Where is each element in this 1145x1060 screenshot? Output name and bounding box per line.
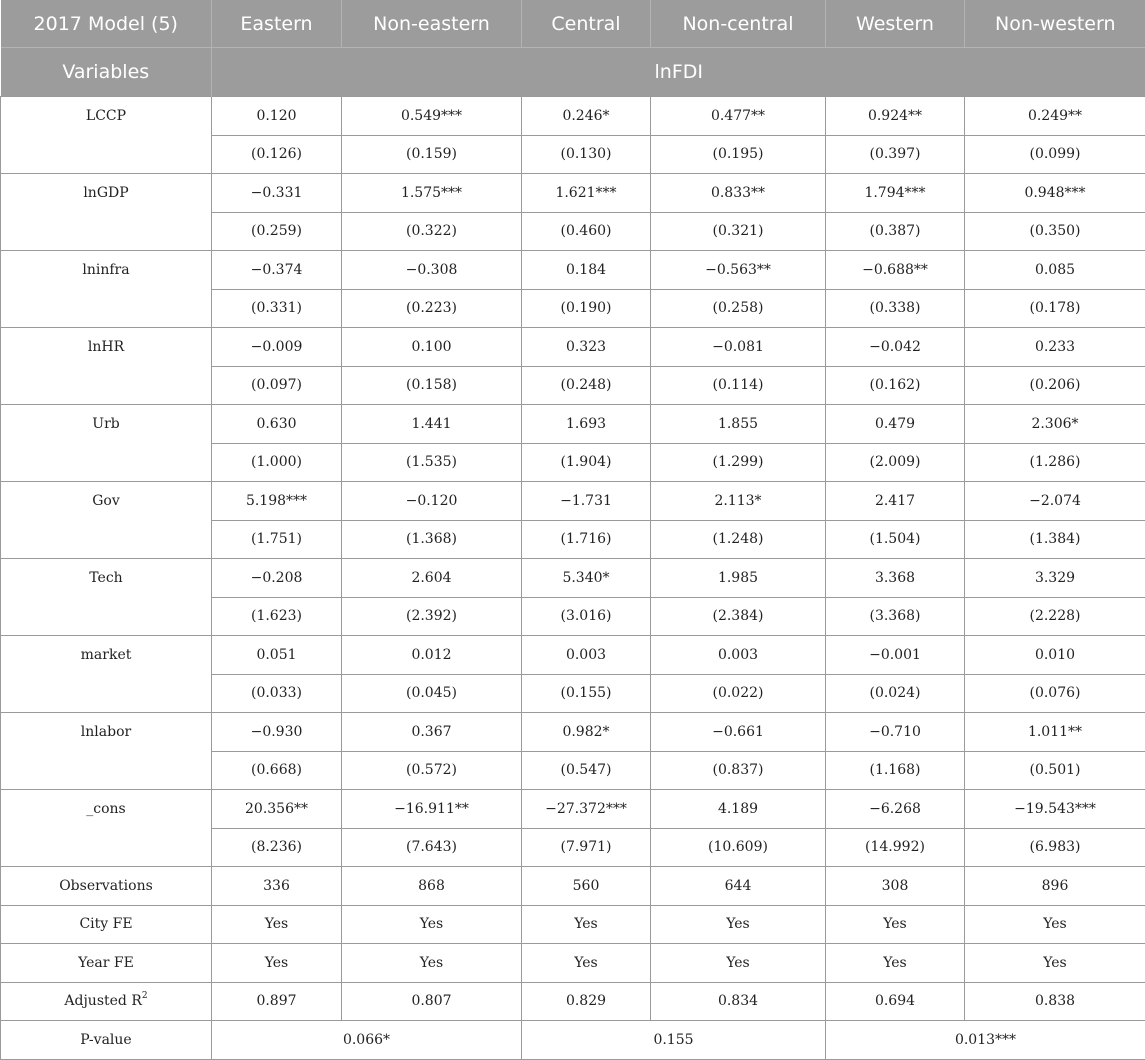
- coefficient-row: [1, 174, 1145, 213]
- stat-row-adj-r2: [1, 982, 1145, 1021]
- standard-error-cell: (2.228): [965, 597, 1145, 636]
- standard-error-cell: (1.504): [826, 520, 965, 559]
- stat-label: [1, 905, 212, 944]
- variable-name: Gov: [1, 482, 212, 559]
- standard-error-cell: (7.643): [342, 828, 522, 867]
- stat-label-text: Observations: [59, 878, 153, 894]
- coefficient-row: [1, 328, 1145, 367]
- stat-cell: 308: [826, 867, 965, 906]
- coefficient-cell: −0.331: [212, 174, 342, 213]
- coefficient-row: [1, 251, 1145, 290]
- standard-error-cell: (0.248): [522, 366, 651, 405]
- stat-cell: Yes: [651, 944, 826, 983]
- standard-error-cell: (0.397): [826, 135, 965, 174]
- variable-name: lnGDP: [1, 174, 212, 251]
- coefficient-row: [1, 482, 1145, 521]
- standard-error-cell: (0.322): [342, 212, 522, 251]
- coefficient-cell: −0.661: [651, 713, 826, 752]
- stat-label: [1, 867, 212, 906]
- coefficient-cell: 0.233: [965, 328, 1145, 367]
- stat-row-year-fe: [1, 944, 1145, 983]
- variable-name: lnlabor: [1, 713, 212, 790]
- standard-error-cell: (0.126): [212, 135, 342, 174]
- coefficient-cell: 0.630: [212, 405, 342, 444]
- coefficient-cell: −0.208: [212, 559, 342, 598]
- coefficient-cell: 0.085: [965, 251, 1145, 290]
- coefficient-cell: −0.688**: [826, 251, 965, 290]
- standard-error-cell: (0.837): [651, 751, 826, 790]
- column-header: Non-western: [965, 0, 1145, 48]
- standard-error-cell: (2.384): [651, 597, 826, 636]
- coefficient-cell: −1.731: [522, 482, 651, 521]
- variable-name: LCCP: [1, 97, 212, 174]
- standard-error-cell: (1.623): [212, 597, 342, 636]
- stat-row-observations: [1, 867, 1145, 906]
- standard-error-cell: (0.206): [965, 366, 1145, 405]
- stat-label: P-value: [1, 1021, 212, 1060]
- coefficient-cell: 1.441: [342, 405, 522, 444]
- coefficient-cell: 1.575***: [342, 174, 522, 213]
- coefficient-cell: −0.930: [212, 713, 342, 752]
- standard-error-cell: (8.236): [212, 828, 342, 867]
- variable-name: lninfra: [1, 251, 212, 328]
- coefficient-row: [1, 790, 1145, 829]
- standard-error-cell: (0.190): [522, 289, 651, 328]
- stat-label: [1, 982, 212, 1021]
- standard-error-cell: (0.114): [651, 366, 826, 405]
- coefficient-cell: −0.009: [212, 328, 342, 367]
- coefficient-cell: 1.855: [651, 405, 826, 444]
- standard-error-cell: (6.983): [965, 828, 1145, 867]
- coefficient-cell: −16.911**: [342, 790, 522, 829]
- coefficient-cell: −2.074: [965, 482, 1145, 521]
- coefficient-cell: −0.374: [212, 251, 342, 290]
- standard-error-cell: (0.572): [342, 751, 522, 790]
- stat-cell: 0.694: [826, 982, 965, 1021]
- stat-cell: 0.838: [965, 982, 1145, 1021]
- standard-error-cell: (1.286): [965, 443, 1145, 482]
- coefficient-cell: 0.100: [342, 328, 522, 367]
- coefficient-cell: 0.367: [342, 713, 522, 752]
- stat-cell: 336: [212, 867, 342, 906]
- standard-error-cell: (0.130): [522, 135, 651, 174]
- header-row-variables: [1, 48, 1145, 97]
- standard-error-cell: (0.159): [342, 135, 522, 174]
- stat-cell: Yes: [212, 944, 342, 983]
- coefficient-cell: 1.011**: [965, 713, 1145, 752]
- stat-cell: Yes: [212, 905, 342, 944]
- stat-cell: Yes: [522, 905, 651, 944]
- variables-label: Variables: [1, 48, 212, 97]
- standard-error-cell: (0.331): [212, 289, 342, 328]
- coefficient-cell: 0.012: [342, 636, 522, 675]
- column-header: Central: [522, 0, 651, 48]
- standard-error-cell: (0.158): [342, 366, 522, 405]
- stat-cell: 896: [965, 867, 1145, 906]
- coefficient-cell: 1.985: [651, 559, 826, 598]
- model-label: 2017 Model (5): [1, 0, 212, 48]
- standard-error-cell: (1.716): [522, 520, 651, 559]
- coefficient-cell: −0.563**: [651, 251, 826, 290]
- coefficient-cell: 3.329: [965, 559, 1145, 598]
- standard-error-cell: (0.033): [212, 674, 342, 713]
- standard-error-cell: (0.162): [826, 366, 965, 405]
- coefficient-row: [1, 636, 1145, 675]
- coefficient-cell: 0.120: [212, 97, 342, 136]
- column-header: Western: [826, 0, 965, 48]
- coefficient-cell: 0.982*: [522, 713, 651, 752]
- standard-error-cell: (1.000): [212, 443, 342, 482]
- stat-cell: 868: [342, 867, 522, 906]
- standard-error-cell: (1.168): [826, 751, 965, 790]
- coefficient-cell: 0.549***: [342, 97, 522, 136]
- coefficient-row: [1, 97, 1145, 136]
- standard-error-cell: (0.223): [342, 289, 522, 328]
- coefficient-cell: 0.010: [965, 636, 1145, 675]
- coefficient-cell: 5.340*: [522, 559, 651, 598]
- standard-error-cell: (0.099): [965, 135, 1145, 174]
- standard-error-cell: (3.368): [826, 597, 965, 636]
- coefficient-cell: 2.604: [342, 559, 522, 598]
- coefficient-cell: 2.306*: [965, 405, 1145, 444]
- coefficient-cell: 20.356**: [212, 790, 342, 829]
- coefficient-cell: 1.693: [522, 405, 651, 444]
- standard-error-cell: (0.547): [522, 751, 651, 790]
- coefficient-row: [1, 559, 1145, 598]
- stat-row-p-value: [1, 1021, 1145, 1060]
- standard-error-cell: (0.259): [212, 212, 342, 251]
- variable-name: lnHR: [1, 328, 212, 405]
- coefficient-cell: 4.189: [651, 790, 826, 829]
- p-value-cell: 0.155: [522, 1021, 826, 1060]
- coefficient-cell: −19.543***: [965, 790, 1145, 829]
- p-value-cell: 0.066*: [212, 1021, 522, 1060]
- standard-error-cell: (14.992): [826, 828, 965, 867]
- coefficient-cell: 0.246*: [522, 97, 651, 136]
- stat-label-text: Year FE: [78, 955, 134, 971]
- standard-error-cell: (0.387): [826, 212, 965, 251]
- coefficient-cell: 0.249**: [965, 97, 1145, 136]
- stat-label-text: Adjusted R: [64, 993, 141, 1009]
- standard-error-cell: (0.668): [212, 751, 342, 790]
- table-body: [1, 97, 1145, 1060]
- standard-error-cell: (0.195): [651, 135, 826, 174]
- standard-error-cell: (0.076): [965, 674, 1145, 713]
- standard-error-cell: (7.971): [522, 828, 651, 867]
- standard-error-cell: (0.501): [965, 751, 1145, 790]
- stat-cell: Yes: [826, 944, 965, 983]
- coefficient-cell: 0.479: [826, 405, 965, 444]
- coefficient-cell: −0.081: [651, 328, 826, 367]
- standard-error-cell: (0.045): [342, 674, 522, 713]
- stat-cell: 0.807: [342, 982, 522, 1021]
- coefficient-cell: 0.924**: [826, 97, 965, 136]
- variable-name: market: [1, 636, 212, 713]
- standard-error-cell: (1.248): [651, 520, 826, 559]
- coefficient-cell: 2.417: [826, 482, 965, 521]
- stat-cell: 0.829: [522, 982, 651, 1021]
- standard-error-cell: (0.258): [651, 289, 826, 328]
- stat-cell: Yes: [826, 905, 965, 944]
- standard-error-cell: (2.009): [826, 443, 965, 482]
- coefficient-cell: 2.113*: [651, 482, 826, 521]
- standard-error-cell: (0.350): [965, 212, 1145, 251]
- coefficient-cell: −0.710: [826, 713, 965, 752]
- stat-cell: 0.834: [651, 982, 826, 1021]
- standard-error-cell: (0.022): [651, 674, 826, 713]
- stat-label-text: City FE: [79, 916, 132, 932]
- standard-error-cell: (1.368): [342, 520, 522, 559]
- header-row: [1, 0, 1145, 48]
- standard-error-cell: (1.535): [342, 443, 522, 482]
- stat-label: [1, 944, 212, 983]
- dependent-variable-label: lnFDI: [212, 48, 1145, 97]
- standard-error-cell: (3.016): [522, 597, 651, 636]
- variable-name: _cons: [1, 790, 212, 867]
- standard-error-cell: (2.392): [342, 597, 522, 636]
- coefficient-cell: 3.368: [826, 559, 965, 598]
- coefficient-cell: 0.323: [522, 328, 651, 367]
- coefficient-cell: −0.001: [826, 636, 965, 675]
- variable-name: Urb: [1, 405, 212, 482]
- stat-cell: Yes: [342, 944, 522, 983]
- coefficient-cell: −0.308: [342, 251, 522, 290]
- coefficient-cell: 0.477**: [651, 97, 826, 136]
- coefficient-cell: 0.184: [522, 251, 651, 290]
- coefficient-cell: −27.372***: [522, 790, 651, 829]
- coefficient-cell: 0.003: [522, 636, 651, 675]
- stat-cell: Yes: [651, 905, 826, 944]
- stat-cell: 560: [522, 867, 651, 906]
- stat-cell: Yes: [965, 944, 1145, 983]
- stat-cell: Yes: [965, 905, 1145, 944]
- column-header: Non-central: [651, 0, 826, 48]
- coefficient-cell: 5.198***: [212, 482, 342, 521]
- coefficient-row: [1, 405, 1145, 444]
- standard-error-cell: (0.460): [522, 212, 651, 251]
- coefficient-cell: 0.003: [651, 636, 826, 675]
- standard-error-cell: (10.609): [651, 828, 826, 867]
- standard-error-cell: (1.299): [651, 443, 826, 482]
- standard-error-cell: (0.024): [826, 674, 965, 713]
- stat-cell: 0.897: [212, 982, 342, 1021]
- standard-error-cell: (0.321): [651, 212, 826, 251]
- standard-error-cell: (0.155): [522, 674, 651, 713]
- standard-error-cell: (1.384): [965, 520, 1145, 559]
- coefficient-cell: −0.120: [342, 482, 522, 521]
- p-value-cell: 0.013***: [826, 1021, 1145, 1060]
- stat-cell: Yes: [522, 944, 651, 983]
- standard-error-cell: (1.904): [522, 443, 651, 482]
- variable-name: Tech: [1, 559, 212, 636]
- coefficient-cell: 1.794***: [826, 174, 965, 213]
- coefficient-cell: 0.051: [212, 636, 342, 675]
- superscript: 2: [142, 991, 148, 1001]
- standard-error-cell: (1.751): [212, 520, 342, 559]
- stat-cell: Yes: [342, 905, 522, 944]
- coefficient-cell: −6.268: [826, 790, 965, 829]
- standard-error-cell: (0.097): [212, 366, 342, 405]
- column-header: Eastern: [212, 0, 342, 48]
- coefficient-row: [1, 713, 1145, 752]
- stat-row-city-fe: [1, 905, 1145, 944]
- standard-error-cell: (0.178): [965, 289, 1145, 328]
- coefficient-cell: 0.833**: [651, 174, 826, 213]
- standard-error-cell: (0.338): [826, 289, 965, 328]
- stat-cell: 644: [651, 867, 826, 906]
- coefficient-cell: 0.948***: [965, 174, 1145, 213]
- coefficient-cell: 1.621***: [522, 174, 651, 213]
- column-header: Non-eastern: [342, 0, 522, 48]
- coefficient-cell: −0.042: [826, 328, 965, 367]
